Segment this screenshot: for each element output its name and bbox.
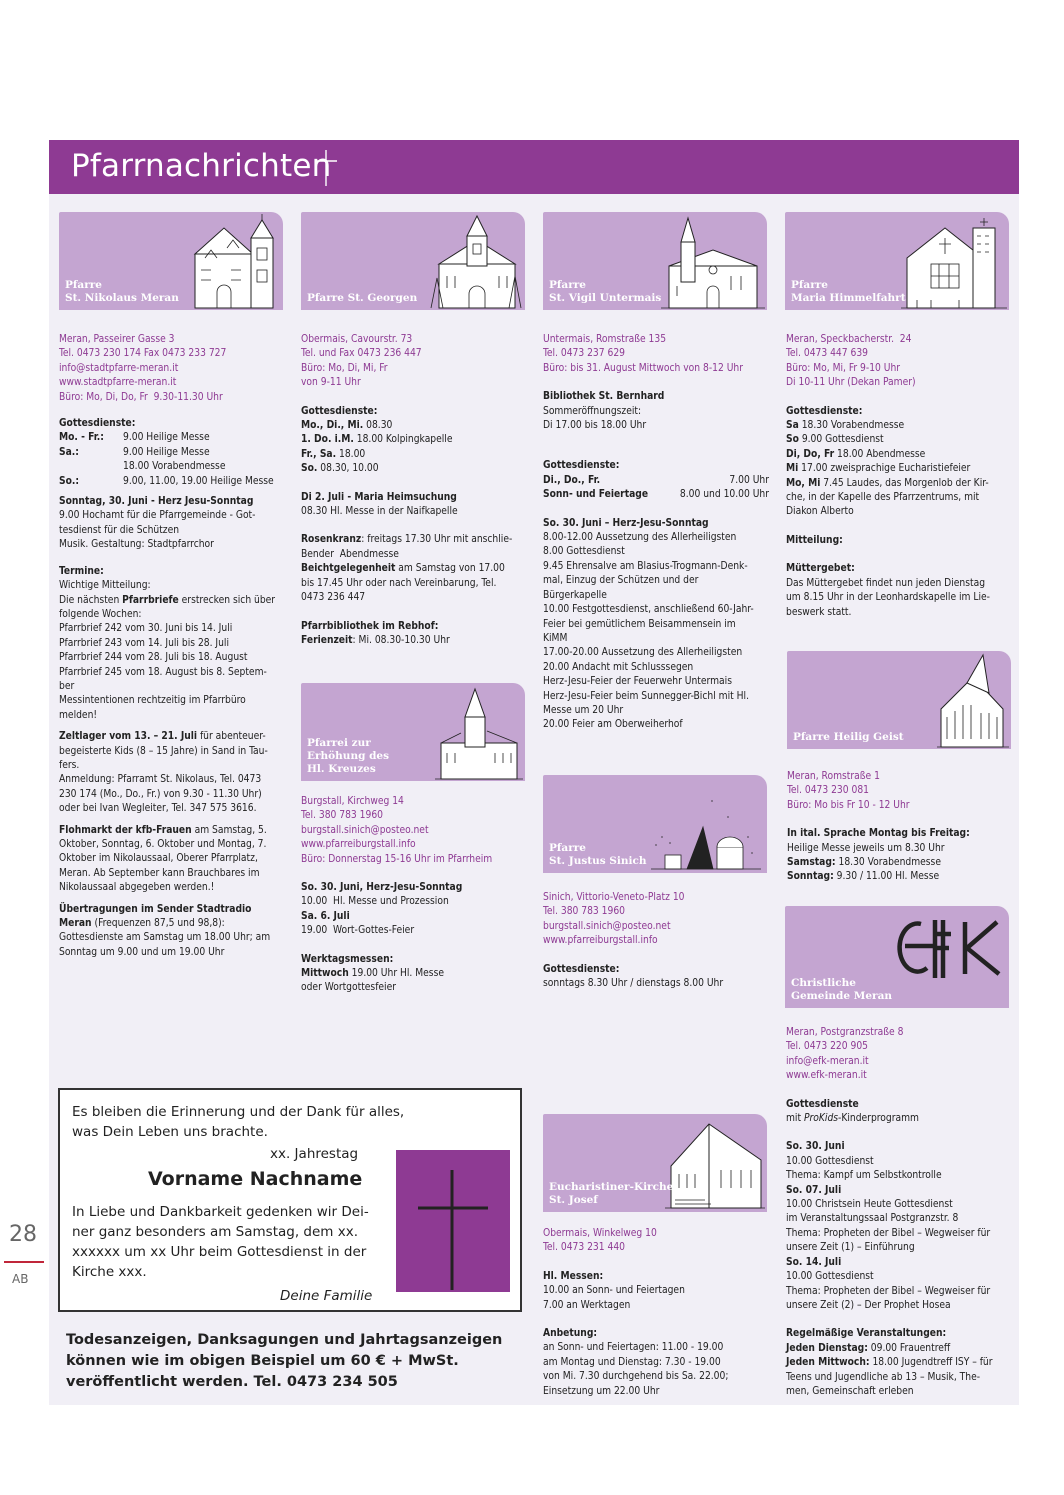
confession-line: 0473 236 447 xyxy=(301,592,366,604)
phone: Tel. 380 783 1960 xyxy=(543,906,625,918)
service-line: Fr., Sa. 18.00 xyxy=(301,448,366,460)
camp-line: begeisterte Kids (8 – 15 Jahre) in Sand in Tau- xyxy=(59,745,268,757)
card-title: Pfarrei zur Erhöhung des Hl. Kreuzes xyxy=(307,737,390,775)
church-illustration xyxy=(435,687,523,781)
parish-card-st-justus xyxy=(543,775,767,873)
event-heading: Sonntag, 30. Juni - Herz Jesu-Sonntag xyxy=(59,496,254,508)
page-number: 28 xyxy=(9,1222,37,1247)
office-hours: Büro: Mo, Di, Mi, Fr xyxy=(301,362,388,374)
rosary-line: Rosenkranz: freitags 17.30 Uhr mit anschlie- xyxy=(301,534,513,546)
event-line: 20.00 Andacht mit Schlusssegen xyxy=(543,661,694,673)
cross-icon xyxy=(311,148,341,188)
parish-card-burgstall xyxy=(301,683,525,781)
parish-card-heilig-geist xyxy=(787,651,1011,749)
service-line: Mo., Di., Mi. 08.30 xyxy=(301,420,393,432)
parish-text-st-georgen xyxy=(301,333,527,648)
address: Obermais, Winkelweg 10 xyxy=(543,1228,657,1239)
service-line: Mi 17.00 zweisprachige Eucharistiefeier xyxy=(786,463,971,475)
weekday-line: oder Wortgottesfeier xyxy=(301,982,397,994)
services-heading: Gottesdienste: xyxy=(543,963,620,975)
service-row: Mo. - Fr.: 9.00 Heilige Messe xyxy=(59,432,210,444)
event-line: 8.00-12.00 Aussetzung des Allerheiligsten xyxy=(543,532,737,544)
church-illustration xyxy=(429,214,523,310)
service-line: So 9.00 Gottesdienst xyxy=(786,434,884,446)
phone: Tel. 0473 447 639 xyxy=(786,348,868,360)
dates-line: Wichtige Mitteilung: xyxy=(59,580,151,592)
italian-line: Sonntag: 9.30 / 11.00 Hl. Messe xyxy=(787,871,940,883)
memorial-body: In Liebe und Dankbarkeit gedenken wir Dei- ner ganz besonders am Samstag, dem xx. xxxxxx um xx Uhr beim Gottesdienst in der Kirche xxx. xyxy=(72,1204,369,1280)
radio-line: Gottesdienste am Samstag um 18.00 Uhr; am xyxy=(59,932,271,944)
services-heading: Gottesdienste: xyxy=(59,418,136,430)
event-line: Messe um 20 Uhr xyxy=(543,704,624,716)
confession-line: bis 17.45 Uhr oder nach Vereinbarung, Tel. xyxy=(301,577,497,589)
office-hours: von 9-11 Uhr xyxy=(301,377,361,389)
dates-line: Messintentionen rechtzeitig im Pfarrbüro xyxy=(59,695,246,707)
library-heading: Bibliothek St. Bernhard xyxy=(543,391,665,403)
event-heading: Sa. 6. Juli xyxy=(301,910,350,922)
weekday-line: Mittwoch 19.00 Uhr Hl. Messe xyxy=(301,968,444,980)
event-heading: So. 30. Juni, Herz-Jesu-Sonntag xyxy=(301,882,463,894)
dates-line: Die nächsten Pfarrbriefe erstrecken sich über xyxy=(59,594,276,606)
fleamarket-line: Meran. Ab September kann Brauchbares im xyxy=(59,867,260,879)
dates-heading: Termine: xyxy=(59,565,104,577)
cross-icon xyxy=(396,1150,510,1292)
adoration-heading: Anbetung: xyxy=(543,1328,598,1340)
parish-text-st-justus xyxy=(543,891,769,991)
website-link[interactable]: www.pfarreiburgstall.info xyxy=(543,935,658,947)
event-line: unsere Zeit (2) – Der Prophet Hosea xyxy=(786,1299,951,1311)
dates-line: folgende Wochen: xyxy=(59,608,142,620)
event-line: Musik. Gestaltung: Stadtpfarrchor xyxy=(59,539,214,551)
service-row: Di., Do., Fr. 7.00 Uhr xyxy=(543,474,769,486)
radio-heading: Übertragungen im Sender Stadtradio xyxy=(59,903,252,915)
service-line: Mo, Mi 7.45 Laudes, das Morgenlob der Kir- xyxy=(786,477,989,489)
phone: Tel. 380 783 1960 xyxy=(301,810,383,822)
service-line: sonntags 8.30 Uhr / dienstags 8.00 Uhr xyxy=(543,978,724,990)
memorial-signature: Deine Familie xyxy=(280,1288,373,1304)
camp-line: 230 174 (Mo., Do., Fr.) von 9.30 - 11.30 Uhr) xyxy=(59,788,262,800)
section-banner xyxy=(49,140,1019,194)
card-title: Pfarre St. Georgen xyxy=(307,292,418,304)
event-line: im Veranstaltungssaal Postgranzstr. 8 xyxy=(786,1213,959,1225)
library-heading: Pfarrbibliothek im Rebhof: xyxy=(301,620,439,632)
phone: Tel. 0473 230 174 Fax 0473 233 727 xyxy=(59,348,227,360)
regular-line: Teens und Jugendliche ab 13 – Musik, The- xyxy=(786,1371,981,1383)
parish-text-burgstall xyxy=(301,795,527,996)
church-illustration xyxy=(901,214,1007,310)
memorial-anniversary: xx. Jahrestag xyxy=(270,1146,359,1162)
phone: Tel. 0473 230 081 xyxy=(787,785,869,797)
camp-line: Zeltlager vom 13. – 21. Juli für abenteuer- xyxy=(59,731,266,743)
parish-card-st-vigil xyxy=(543,212,767,310)
address: Untermais, Romstraße 135 xyxy=(543,334,667,345)
church-illustration xyxy=(661,214,765,310)
service-line: che, in der Kapelle des Pfarrzentrums, mit xyxy=(786,492,980,504)
services-heading: Gottesdienste: xyxy=(543,460,620,472)
event-line: unsere Zeit (1) – Einführung xyxy=(786,1242,915,1254)
card-title: Eucharistiner-Kirche St. Josef xyxy=(549,1181,674,1206)
memorial-name: Vorname Nachname xyxy=(148,1168,363,1190)
church-illustration xyxy=(651,797,761,871)
library-line: Di 17.00 bis 18.00 Uhr xyxy=(543,420,647,432)
service-line: Sa 18.30 Vorabendmesse xyxy=(786,420,905,432)
card-title: Pfarre St. Nikolaus Meran xyxy=(65,279,179,304)
dates-line: ber xyxy=(59,680,75,692)
parish-text-st-vigil xyxy=(543,333,769,733)
email-link[interactable]: burgstall.sinich@posteo.net xyxy=(301,824,429,836)
parish-card-maria-himmelfahrt xyxy=(785,212,1009,310)
parish-text-efk xyxy=(786,1026,1012,1399)
email-link[interactable]: info@efk-meran.it xyxy=(786,1055,869,1067)
section-title: Pfarrnachrichten xyxy=(71,148,332,184)
parish-text-st-nikolaus xyxy=(59,333,285,960)
office-hours: Büro: Donnerstag 15-16 Uhr im Pfarrheim xyxy=(301,853,493,865)
website-link[interactable]: www.pfarreiburgstall.info xyxy=(301,839,416,851)
phone: Tel. 0473 237 629 xyxy=(543,348,625,360)
event-line: 08.30 Hl. Messe in der Naifkapelle xyxy=(301,506,458,518)
service-line: 1. Do. i.M. 18.00 Kolpingkapelle xyxy=(301,434,453,446)
parish-text-st-josef xyxy=(543,1227,769,1399)
event-line: 10.00 Christsein Heute Gottesdienst xyxy=(786,1199,953,1211)
card-title: Pfarre Heilig Geist xyxy=(793,731,904,743)
parish-text-maria-himmelfahrt xyxy=(786,333,1012,620)
edition-code: AB xyxy=(12,1272,29,1286)
regular-line: Jeden Mittwoch: 18.00 Jugendtreff ISY – für xyxy=(786,1357,993,1369)
adoration-line: Einsetzung um 22.00 Uhr xyxy=(543,1385,660,1397)
mass-line: 10.00 an Sonn- und Feiertagen xyxy=(543,1285,685,1297)
fleamarket-line: Oktober, Sonntag, 6. Oktober und Montag, 7. xyxy=(59,839,267,850)
event-line: 19.00 Wort-Gottes-Feier xyxy=(301,925,415,937)
event-heading: So. 07. Juli xyxy=(786,1184,842,1196)
regular-line: men, Gemeinschaft erleben xyxy=(786,1385,914,1397)
event-line: 10.00 Festgottesdienst, anschließend 60-Jahr- xyxy=(543,604,754,616)
event-line: Herz-Jesu-Feier beim Sunnegger-Bichl mit Hl. xyxy=(543,690,749,702)
dates-line: Pfarrbrief 245 vom 18. August bis 8. Septem- xyxy=(59,666,267,678)
mass-heading: Hl. Messen: xyxy=(543,1270,604,1282)
address: Sinich, Vittorio-Veneto-Platz 10 xyxy=(543,892,685,903)
event-line: 20.00 Feier am Oberweiherhof xyxy=(543,719,683,731)
service-line: So. 08.30, 10.00 xyxy=(301,463,379,475)
adoration-line: von Mi. 7.30 durchgehend bis Sa. 22.00; xyxy=(543,1371,729,1383)
phone: Tel. 0473 231 440 xyxy=(543,1242,625,1254)
dates-line: Pfarrbrief 243 vom 14. Juli bis 28. Juli xyxy=(59,637,230,649)
notice-heading: Mitteilung: xyxy=(786,534,843,546)
service-line: Diakon Alberto xyxy=(786,506,854,518)
event-line: Herz-Jesu-Feier der Feuerwehr Untermais xyxy=(543,676,732,688)
camp-line: fers. xyxy=(59,759,80,771)
service-row: Sa.: 9.00 Heilige Messe xyxy=(59,446,210,458)
event-line: 10.00 Gottesdienst xyxy=(786,1271,874,1283)
regular-line: Jeden Dienstag: 09.00 Frauentreff xyxy=(786,1342,951,1354)
fleamarket-line: Oktober im Nikolaussaal, Oberer Pfarrplatz, xyxy=(59,853,258,865)
camp-line: oder bei Ivan Wegleiter, Tel. 347 575 3616. xyxy=(59,803,257,815)
church-illustration xyxy=(665,1120,765,1210)
weekday-heading: Werktagsmessen: xyxy=(301,953,394,965)
radio-line: Meran (Frequenzen 87,5 und 98,8): xyxy=(59,918,225,930)
dates-line: Pfarrbrief 242 vom 30. Juni bis 14. Juli xyxy=(59,623,233,635)
radio-line: Sonntag um 9.00 und um 19.00 Uhr xyxy=(59,946,225,958)
memorial-ad xyxy=(58,1088,522,1312)
address: Meran, Postgranzstraße 8 xyxy=(786,1027,904,1038)
memorial-cross-panel xyxy=(396,1150,510,1292)
office-hours: Büro: bis 31. August Mittwoch von 8-12 Uhr xyxy=(543,362,744,374)
parish-card-st-nikolaus xyxy=(59,212,283,310)
adoration-line: am Montag und Dienstag: 7.30 - 19.00 xyxy=(543,1356,721,1368)
service-row: 18.00 Vorabendmesse xyxy=(123,461,226,473)
efk-logo xyxy=(893,914,1005,980)
camp-line: Anmeldung: Pfarramt St. Nikolaus, Tel. 0473 xyxy=(59,774,262,786)
card-title: Pfarre Maria Himmelfahrt xyxy=(791,279,906,304)
office-hours: Büro: Mo, Mi, Fr 9-10 Uhr xyxy=(786,362,901,374)
fleamarket-line: Nikolaussaal abgegeben werden.! xyxy=(59,882,215,894)
regular-heading: Regelmäßige Veranstaltungen: xyxy=(786,1328,947,1340)
service-row: So.: 9.00, 11.00, 19.00 Heilige Messe xyxy=(59,475,274,487)
event-heading: So. 14. Juli xyxy=(786,1256,842,1268)
event-line: 17.00-20.00 Aussetzung des Allerheiligsten xyxy=(543,647,743,659)
page-number-rule xyxy=(4,1261,44,1263)
event-line: Thema: Propheten der Bibel – Wegweiser für xyxy=(786,1285,991,1297)
service-row: Sonn- und Feiertage 8.00 und 10.00 Uhr xyxy=(543,489,769,501)
service-line: mit ProKids-Kinderprogramm xyxy=(786,1113,919,1125)
dates-line: Pfarrbrief 244 vom 28. Juli bis 18. August xyxy=(59,652,248,664)
mothers-prayer-line: beswerk statt. xyxy=(786,606,852,618)
address: Obermais, Cavourstr. 73 xyxy=(301,334,413,345)
event-line: 8.00 Gottesdienst xyxy=(543,546,625,558)
phone: Tel. 0473 220 905 xyxy=(786,1041,868,1053)
office-hours: Di 10-11 Uhr (Dekan Pamer) xyxy=(786,377,916,389)
website-link[interactable]: www.stadtpfarre-meran.it xyxy=(59,377,177,389)
website-link[interactable]: www.efk-meran.it xyxy=(786,1070,867,1082)
event-heading: So. 30. Juni – Herz-Jesu-Sonntag xyxy=(543,517,709,529)
card-title: Christliche Gemeinde Meran xyxy=(791,977,893,1002)
parish-card-efk xyxy=(785,906,1009,1008)
email-link[interactable]: burgstall.sinich@posteo.net xyxy=(543,920,671,932)
office-hours: Büro: Mo, Di, Do, Fr 9.30-11.30 Uhr xyxy=(59,391,223,403)
event-line: 9.45 Ehrensalve am Blasius-Trogmann-Denk- xyxy=(543,560,748,572)
mothers-prayer-line: Das Müttergebet findet nun jeden Dienstag xyxy=(786,577,986,589)
event-line: Thema: Kampf um Selbstkontrolle xyxy=(786,1170,942,1182)
event-heading: So. 30. Juni xyxy=(786,1141,845,1153)
library-line: Ferienzeit: Mi. 08.30-10.30 Uhr xyxy=(301,634,450,646)
pricing-notice: Todesanzeigen, Danksagungen und Jahrtagsanzeigen können wie im obigen Beispiel um 60 € + MwSt. veröffentlicht werden. Tel. 0473 234 505 xyxy=(66,1332,503,1390)
office-hours: Büro: Mo bis Fr 10 - 12 Uhr xyxy=(787,799,910,811)
email-link[interactable]: info@stadtpfarre-meran.it xyxy=(59,362,179,374)
event-line: Bürgerkapelle xyxy=(543,589,607,601)
event-heading: Di 2. Juli - Maria Heimsuchung xyxy=(301,491,457,503)
fleamarket-line: Flohmarkt der kfb-Frauen am Samstag, 5. xyxy=(59,824,267,836)
card-title: Pfarre St. Vigil Untermais xyxy=(549,279,662,304)
address: Meran, Romstraße 1 xyxy=(787,771,880,782)
event-line: Thema: Propheten der Bibel – Wegweiser für xyxy=(786,1227,991,1239)
address: Meran, Speckbacherstr. 24 xyxy=(786,334,912,345)
mothers-prayer-line: um 8.15 Uhr in der Leonhardskapelle im Lie- xyxy=(786,592,990,604)
event-line: Feier bei gemütlichem Beisammensein im xyxy=(543,618,736,630)
event-line: 10.00 Hl. Messe und Prozession xyxy=(301,896,449,908)
italian-line: Samstag: 18.30 Vorabendmesse xyxy=(787,857,941,869)
services-heading: Gottesdienste: xyxy=(301,405,378,417)
church-illustration xyxy=(191,214,281,310)
parish-card-st-georgen xyxy=(301,212,525,310)
event-line: 9.00 Hochamt für die Pfarrgemeinde - Got- xyxy=(59,510,256,522)
parish-text-heilig-geist xyxy=(787,770,1013,885)
event-line: KiMM xyxy=(543,632,568,644)
memorial-intro: Es bleiben die Erinnerung und der Dank für alles, was Dein Leben uns brachte. xyxy=(72,1104,405,1140)
library-line: Sommeröffnungszeit: xyxy=(543,405,642,417)
italian-line: Heilige Messe jeweils um 8.30 Uhr xyxy=(787,842,945,854)
mothers-prayer-heading: Müttergebet: xyxy=(786,563,855,575)
church-illustration xyxy=(937,653,1009,749)
mass-line: 7.00 an Werktagen xyxy=(543,1299,631,1311)
address: Meran, Passeirer Gasse 3 xyxy=(59,334,175,345)
parish-card-st-josef xyxy=(543,1114,767,1212)
services-heading: Gottesdienste xyxy=(786,1098,859,1110)
confession-line: Beichtgelegenheit am Samstag von 17.00 xyxy=(301,563,505,575)
dates-line: melden! xyxy=(59,709,98,721)
services-heading: Gottesdienste: xyxy=(786,405,863,417)
event-line: mal, Einzug der Schützen und der xyxy=(543,575,699,587)
italian-heading: In ital. Sprache Montag bis Freitag: xyxy=(787,828,970,840)
address: Burgstall, Kirchweg 14 xyxy=(301,796,404,807)
adoration-line: an Sonn- und Feiertagen: 11.00 - 19.00 xyxy=(543,1342,724,1354)
phone: Tel. und Fax 0473 236 447 xyxy=(301,348,422,360)
card-title: Pfarre St. Justus Sinich xyxy=(549,842,647,867)
rosary-line: Bender Abendmesse xyxy=(301,548,399,560)
event-line: 10.00 Gottesdienst xyxy=(786,1155,874,1167)
service-line: Di, Do, Fr 18.00 Abendmesse xyxy=(786,448,926,460)
event-line: tesdienst für die Schützen xyxy=(59,524,180,536)
